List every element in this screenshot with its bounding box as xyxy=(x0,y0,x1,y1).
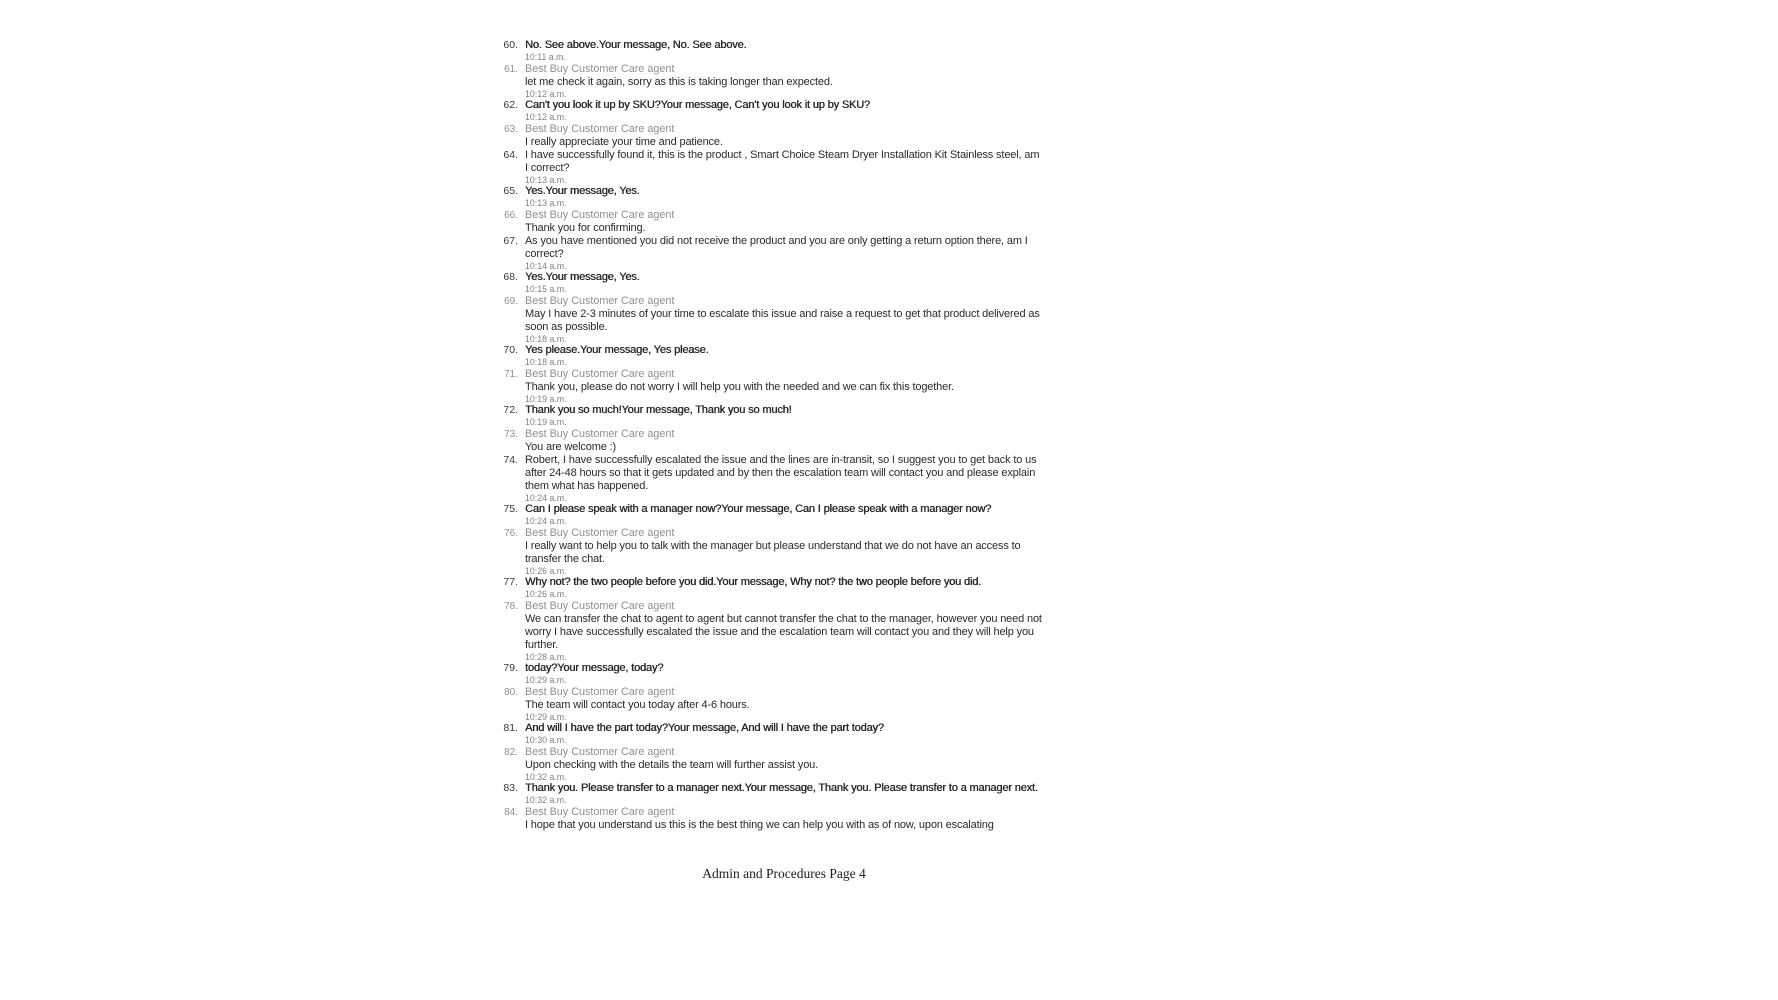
transcript-entry xyxy=(494,368,1046,405)
entry-content xyxy=(525,662,1045,686)
agent-name-label: Best Buy Customer Care agent xyxy=(525,685,675,698)
transcript-entry xyxy=(494,209,1046,235)
message-text: Upon checking with the details the team will further assist you. xyxy=(525,758,819,771)
entry-number: 69. xyxy=(504,295,518,307)
message-text: Robert, I have successfully escalated the issue and the lines are in-transit, so I suggest you to get back to us after 24-48 hours so that it gets updated and by then the escalation team will contact you and please explain them what has happened. xyxy=(525,453,1037,492)
timestamp: 10:15 a.m. xyxy=(525,284,567,294)
entry-number: 84. xyxy=(504,806,518,818)
message-text: I hope that you understand us this is the best thing we can help you with as of now, upon escalating xyxy=(525,818,994,831)
transcript-entry xyxy=(494,662,1046,686)
message-text: let me check it again, sorry as this is taking longer than expected. xyxy=(525,75,833,88)
entry-content xyxy=(525,428,1045,454)
message-text: Thank you so much!Your message, Thank you so much! xyxy=(525,404,792,416)
entry-number: 63. xyxy=(504,123,518,135)
timestamp: 10:19 a.m. xyxy=(525,393,567,404)
entry-number: 62. xyxy=(503,99,518,111)
entry-content xyxy=(525,368,1045,405)
entry-content xyxy=(525,746,1045,783)
entry-number: 75. xyxy=(503,503,518,515)
timestamp: 10:13 a.m. xyxy=(525,198,567,208)
transcript-entry xyxy=(494,527,1046,577)
entry-content xyxy=(525,576,1045,600)
transcript-entry xyxy=(494,185,1046,209)
timestamp: 10:26 a.m. xyxy=(525,565,567,576)
timestamp: 10:14 a.m. xyxy=(525,260,567,271)
transcript-entry xyxy=(494,271,1046,295)
entry-content xyxy=(525,503,1045,527)
transcript-entry xyxy=(494,123,1046,149)
timestamp: 10:13 a.m. xyxy=(525,174,567,185)
message-text: May I have 2-3 minutes of your time to escalate this issue and raise a request to get that product delivered as soon as possible. xyxy=(525,307,1040,333)
page-footer: Admin and Procedures Page 4 xyxy=(702,866,866,881)
entry-content xyxy=(525,454,1045,504)
message-text: Can I please speak with a manager now?Your message, Can I please speak with a manager now? xyxy=(525,503,992,515)
message-text: I really want to help you to talk with the manager but please understand that we do not have an access to transfer the chat. xyxy=(525,539,1021,565)
transcript-entry xyxy=(494,295,1046,345)
message-text: As you have mentioned you did not receive the product and you are only getting a return option there, am I correct? xyxy=(525,234,1028,260)
timestamp: 10:26 a.m. xyxy=(525,589,567,599)
entry-content xyxy=(525,235,1045,272)
entry-number: 61. xyxy=(504,63,518,75)
timestamp: 10:24 a.m. xyxy=(525,492,567,503)
transcript-entry xyxy=(494,746,1046,783)
entry-number: 65. xyxy=(503,185,518,197)
agent-name-label: Best Buy Customer Care agent xyxy=(525,294,675,307)
timestamp: 10:28 a.m. xyxy=(525,651,567,662)
transcript-entry xyxy=(494,600,1046,663)
entry-content xyxy=(525,185,1045,209)
entry-content xyxy=(525,686,1045,723)
timestamp: 10:19 a.m. xyxy=(525,417,567,427)
timestamp: 10:29 a.m. xyxy=(525,675,567,685)
entry-number: 79. xyxy=(503,662,518,674)
entry-number: 66. xyxy=(504,209,518,221)
transcript-entry xyxy=(494,428,1046,454)
entry-number: 81. xyxy=(503,722,518,734)
entry-number: 67. xyxy=(503,234,518,247)
transcript-entry xyxy=(494,503,1046,527)
message-text: And will I have the part today?Your message, And will I have the part today? xyxy=(525,722,884,734)
agent-name-label: Best Buy Customer Care agent xyxy=(525,745,675,758)
agent-name-label: Best Buy Customer Care agent xyxy=(525,122,675,135)
entry-number: 68. xyxy=(503,271,518,283)
entry-content xyxy=(525,271,1045,295)
entry-content xyxy=(525,344,1045,368)
entry-content xyxy=(525,600,1045,663)
transcript-entry xyxy=(494,149,1046,186)
timestamp: 10:18 a.m. xyxy=(525,357,567,367)
message-text: Why not? the two people before you did.Your message, Why not? the two people before you did. xyxy=(525,576,982,588)
agent-name-label: Best Buy Customer Care agent xyxy=(525,367,675,380)
transcript-entry xyxy=(494,404,1046,428)
transcript-entry xyxy=(494,235,1046,272)
message-text: Yes.Your message, Yes. xyxy=(525,185,640,197)
transcript-entry xyxy=(494,722,1046,746)
entry-content xyxy=(525,782,1045,806)
timestamp: 10:18 a.m. xyxy=(525,333,567,344)
timestamp: 10:12 a.m. xyxy=(525,112,567,122)
entry-number: 74. xyxy=(503,453,518,466)
entry-number: 78. xyxy=(504,600,518,612)
message-text: I really appreciate your time and patience. xyxy=(525,135,723,148)
agent-name-label: Best Buy Customer Care agent xyxy=(525,62,675,75)
timestamp: 10:11 a.m. xyxy=(525,52,566,62)
message-text: Thank you, please do not worry I will help you with the needed and we can fix this together. xyxy=(525,380,954,393)
entry-number: 80. xyxy=(504,686,518,698)
entry-content xyxy=(525,123,1045,149)
transcript-entry xyxy=(494,63,1046,100)
message-text: today?Your message, today? xyxy=(525,662,664,674)
transcript-entry xyxy=(494,454,1046,504)
entry-number: 76. xyxy=(504,527,518,539)
message-text: Thank you for confirming. xyxy=(525,221,646,234)
message-text: Yes.Your message, Yes. xyxy=(525,271,640,283)
transcript-entry xyxy=(494,39,1046,63)
entry-number: 72. xyxy=(503,404,518,416)
transcript-entry xyxy=(494,806,1046,832)
timestamp: 10:32 a.m. xyxy=(525,771,567,782)
entry-number: 60. xyxy=(503,39,518,51)
entry-content xyxy=(525,99,1045,123)
message-text: The team will contact you today after 4-6 hours. xyxy=(525,698,750,711)
transcript-entry xyxy=(494,576,1046,600)
timestamp: 10:12 a.m. xyxy=(525,88,567,99)
entry-content xyxy=(525,722,1045,746)
message-text: Yes please.Your message, Yes please. xyxy=(525,344,709,356)
agent-name-label: Best Buy Customer Care agent xyxy=(525,599,675,612)
entry-content xyxy=(525,63,1045,100)
timestamp: 10:32 a.m. xyxy=(525,795,567,805)
agent-name-label: Best Buy Customer Care agent xyxy=(525,208,675,221)
message-text: I have successfully found it, this is the product , Smart Choice Steam Dryer Installation Kit Stainless steel, am I correct? xyxy=(525,148,1040,174)
message-text: You are welcome :) xyxy=(525,440,617,453)
timestamp: 10:24 a.m. xyxy=(525,516,567,526)
entry-content xyxy=(525,39,1045,63)
entry-number: 77. xyxy=(503,576,518,588)
entry-number: 73. xyxy=(504,428,518,440)
message-text: No. See above.Your message, No. See above. xyxy=(525,39,747,51)
transcript-entry xyxy=(494,782,1046,806)
entry-number: 70. xyxy=(503,344,518,356)
transcript-entry xyxy=(494,344,1046,368)
agent-name-label: Best Buy Customer Care agent xyxy=(525,805,675,818)
entry-content xyxy=(525,806,1045,832)
entry-content xyxy=(525,209,1045,235)
transcript-entry xyxy=(494,99,1046,123)
entry-number: 64. xyxy=(503,148,518,161)
timestamp: 10:30 a.m. xyxy=(525,735,567,745)
entry-content xyxy=(525,527,1045,577)
entry-number: 83. xyxy=(503,782,518,794)
entry-content xyxy=(525,295,1045,345)
entry-number: 71. xyxy=(504,368,518,380)
message-text: Can't you look it up by SKU?Your message, Can't you look it up by SKU? xyxy=(525,99,870,111)
timestamp: 10:29 a.m. xyxy=(525,711,567,722)
entry-content xyxy=(525,149,1045,186)
message-text: We can transfer the chat to agent to agent but cannot transfer the chat to the manager, however you need not worry I have successfully escalated the issue and the escalation team will contact you and they will help you further. xyxy=(525,612,1042,651)
agent-name-label: Best Buy Customer Care agent xyxy=(525,427,675,440)
transcript-list xyxy=(494,39,1046,832)
transcript-entry xyxy=(494,686,1046,723)
entry-content xyxy=(525,404,1045,428)
message-text: Thank you. Please transfer to a manager next.Your message, Thank you. Please transfer to a manager next. xyxy=(525,782,1038,794)
entry-number: 82. xyxy=(504,746,518,758)
agent-name-label: Best Buy Customer Care agent xyxy=(525,526,675,539)
